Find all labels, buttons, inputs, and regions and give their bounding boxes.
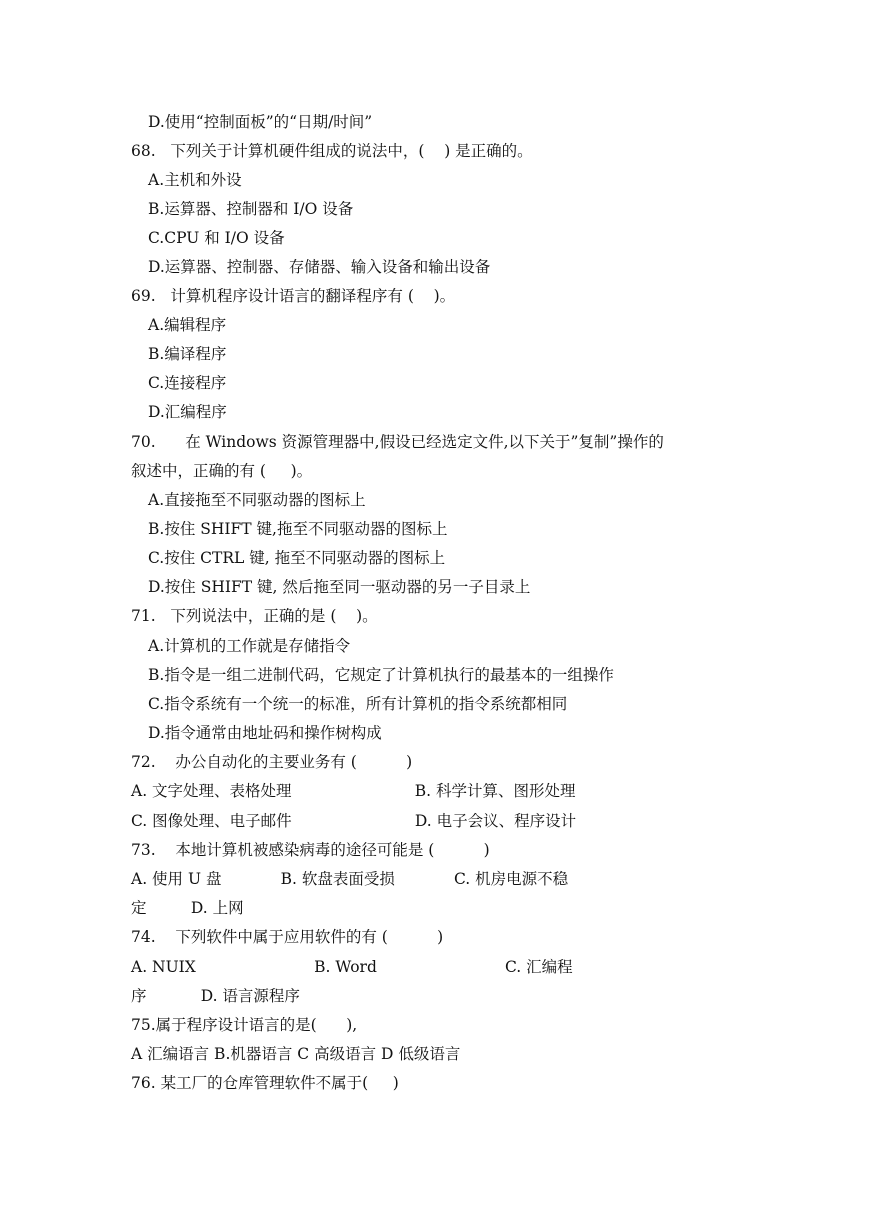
q73-options-abc: A. 使用 U 盘 B. 软盘表面受损 C. 机房电源不稳: [131, 870, 569, 888]
q72-options-ab: A. 文字处理、表格处理 B. 科学计算、图形处理: [131, 782, 576, 800]
q68-option-a: A.主机和外设: [148, 171, 242, 189]
q73-options-d: 定 D. 上网: [131, 899, 244, 917]
question-71: 71. 下列说法中，正确的是 ( )。: [131, 607, 378, 625]
q72-options-cd: C. 图像处理、电子邮件 D. 电子会议、程序设计: [131, 812, 577, 830]
q69-option-d: D.汇编程序: [148, 403, 227, 421]
q67-option-d: D.使用“控制面板”的“日期/时间”: [148, 113, 373, 131]
question-76: 76. 某工厂的仓库管理软件不属于( ): [131, 1074, 399, 1092]
question-75: 75.属于程序设计语言的是( ),: [131, 1016, 358, 1034]
q68-option-d: D.运算器、控制器、存储器、输入设备和输出设备: [148, 258, 491, 276]
q74-options-d: 序 D. 语言源程序: [131, 987, 300, 1005]
q69-option-a: A.编辑程序: [148, 316, 227, 334]
question-73: 73. 本地计算机被感染病毒的途径可能是 ( ): [131, 841, 490, 859]
q74-options-abc: A. NUIX B. Word C. 汇编程: [131, 958, 573, 976]
q69-option-b: B.编译程序: [148, 345, 227, 363]
q70-option-b: B.按住 SHIFT 键,拖至不同驱动器的图标上: [148, 520, 448, 538]
question-72: 72. 办公自动化的主要业务有 ( ): [131, 753, 413, 771]
question-70: 70. 在 Windows 资源管理器中,假设已经选定文件,以下关于”复制”操作的: [131, 433, 664, 451]
question-74: 74. 下列软件中属于应用软件的有 ( ): [131, 928, 444, 946]
q71-option-b: B.指令是一组二进制代码，它规定了计算机执行的最基本的一组操作: [148, 666, 614, 684]
q70-option-d: D.按住 SHIFT 键, 然后拖至同一驱动器的另一子目录上: [148, 578, 531, 596]
q69-option-c: C.连接程序: [148, 374, 227, 392]
q70-option-c: C.按住 CTRL 键, 拖至不同驱动器的图标上: [148, 549, 446, 567]
question-68: 68. 下列关于计算机硬件组成的说法中，( ) 是正确的。: [131, 142, 533, 160]
q71-option-d: D.指令通常由地址码和操作树构成: [148, 724, 382, 742]
q75-options: A 汇编语言 B.机器语言 C 高级语言 D 低级语言: [131, 1045, 461, 1063]
q68-option-c: C.CPU 和 I/O 设备: [148, 229, 285, 247]
question-70-continued: 叙述中，正确的有 ( )。: [131, 462, 313, 480]
q68-option-b: B.运算器、控制器和 I/O 设备: [148, 200, 354, 218]
question-69: 69. 计算机程序设计语言的翻译程序有 ( )。: [131, 287, 456, 305]
q71-option-c: C.指令系统有一个统一的标准，所有计算机的指令系统都相同: [148, 695, 568, 713]
q70-option-a: A.直接拖至不同驱动器的图标上: [148, 491, 366, 509]
q71-option-a: A.计算机的工作就是存储指令: [148, 637, 351, 655]
